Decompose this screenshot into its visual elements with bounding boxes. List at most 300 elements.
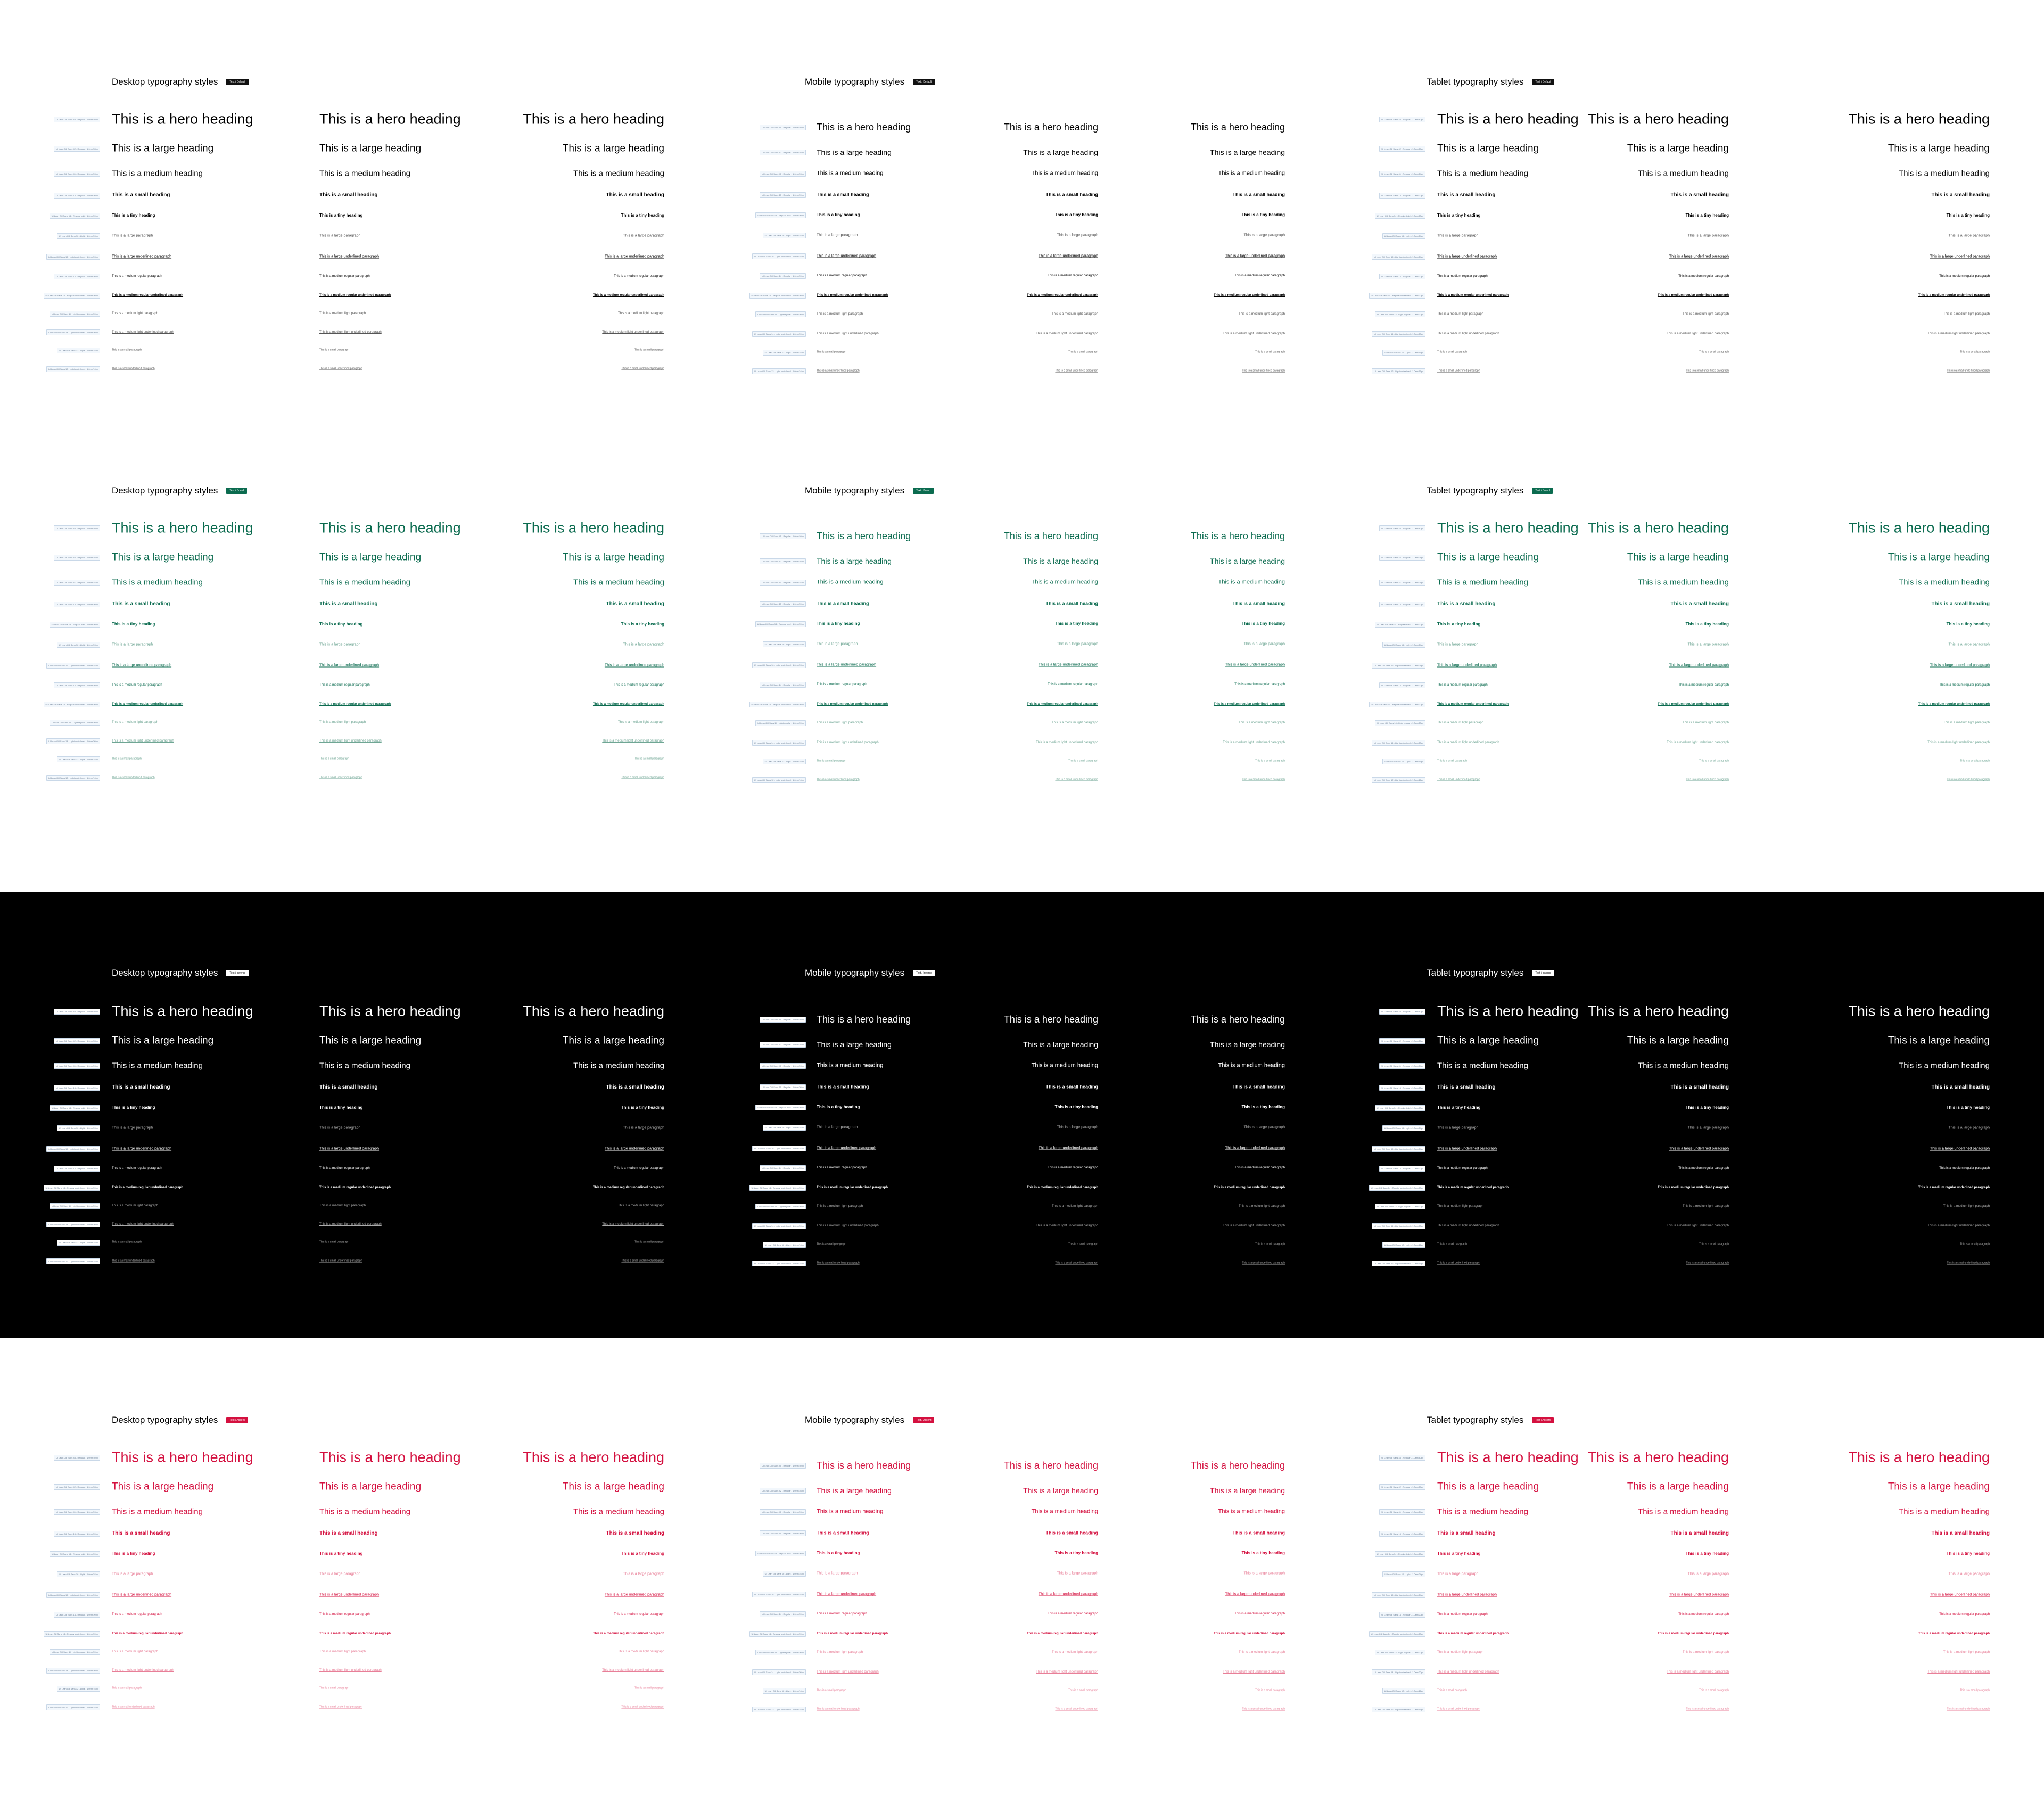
- style-token-tag: UI Lean Gill Sans 45 - Regular - 1.0em/40px: [1379, 117, 1425, 122]
- sample-text-left: This is a large heading: [112, 1035, 214, 1047]
- sample-text-right-2: This is a large heading: [1888, 551, 1990, 563]
- sample-text-right-1: This is a small paragraph: [1699, 350, 1729, 354]
- sample-text-right-1: This is a large paragraph: [319, 234, 361, 238]
- sample-text-left: This is a medium light paragraph: [112, 312, 159, 315]
- sample-text-left: This is a hero heading: [1437, 520, 1579, 536]
- sample-text-left: This is a large heading: [817, 557, 892, 565]
- sample-text-right-2: This is a medium regular paragraph: [614, 1167, 664, 1170]
- style-token-tag: UI Lean Gill Sans 16 - Light - 1.0em/24px: [57, 1571, 100, 1577]
- group-title: Tablet typography styles: [1427, 485, 1524, 496]
- sample-text-right-1: This is a medium regular paragraph: [1048, 274, 1098, 277]
- sample-text-right-2: This is a small underlined paragraph: [621, 1259, 664, 1263]
- sample-text-right-1: This is a large underlined paragraph: [1669, 663, 1729, 668]
- sample-text-left: This is a medium light paragraph: [112, 721, 159, 724]
- sample-text-right-2: This is a large paragraph: [623, 1572, 664, 1576]
- style-token-tag: UI Lean Gill Sans 15 - Regular - 1.0em/20px: [1379, 193, 1425, 199]
- style-token-tag: UI Lean Gill Sans 16 - Light - 1.0em/24px: [1382, 642, 1425, 648]
- style-token-tag: UI Lean Gill Sans 14 - Light underlined - 1.0em/20px: [46, 738, 100, 744]
- sample-text-left: This is a medium regular underlined paragraph: [817, 294, 888, 297]
- sample-text-right-1: This is a medium light underlined paragraph: [319, 1669, 382, 1672]
- sample-text-right-1: This is a medium heading: [1031, 1508, 1098, 1515]
- sample-text-left: This is a medium heading: [1437, 169, 1528, 178]
- sample-text-right-2: This is a medium light underlined paragraph: [602, 739, 664, 743]
- sample-text-right-1: This is a tiny heading: [1054, 1551, 1098, 1555]
- sample-text-right-1: This is a medium heading: [1031, 1062, 1098, 1069]
- sample-text-right-1: This is a large paragraph: [1057, 642, 1098, 646]
- sample-text-left: This is a large underlined paragraph: [817, 663, 877, 667]
- sample-text-left: This is a small heading: [112, 1084, 170, 1090]
- style-group-tablet-typography-styles: [0, 409, 2044, 892]
- sample-text-left: This is a hero heading: [112, 1003, 253, 1019]
- color-badge: Text / Inverse: [1532, 970, 1554, 976]
- sample-text-left: This is a large heading: [1437, 551, 1539, 563]
- sample-text-right-2: This is a medium regular paragraph: [1939, 275, 1990, 278]
- style-token-tag: UI Lean Gill Sans 12 - Light underlined - 1.0em/16px: [1372, 1707, 1425, 1712]
- style-token-tag: UI Lean Gill Sans 16 - Light - 1.0em/24px: [763, 1571, 806, 1577]
- sample-text-right-1: This is a hero heading: [319, 1003, 461, 1019]
- sample-text-left: This is a medium regular underlined paragraph: [817, 1186, 888, 1189]
- style-token-tag: UI Lean Gill Sans 16 - Light - 1.0em/24px: [763, 233, 806, 238]
- style-token-tag: UI Lean Gill Sans 14 - Regular underlined - 1.0em/20px: [749, 1185, 806, 1191]
- sample-text-left: This is a large paragraph: [817, 1571, 858, 1576]
- sample-text-right-1: This is a small paragraph: [319, 1240, 349, 1244]
- sample-text-right-2: This is a medium heading: [1218, 579, 1285, 586]
- sample-text-right-1: This is a small underlined paragraph: [1055, 1261, 1098, 1265]
- sample-text-left: This is a large underlined paragraph: [112, 1593, 172, 1597]
- group-title: Desktop typography styles: [112, 1415, 218, 1425]
- style-token-tag: UI Lean Gill Sans 14 - Light regular - 1.0em/20px: [1375, 720, 1425, 726]
- style-token-tag: UI Lean Gill Sans 14 - Regular bold - 1.0em/20px: [1375, 1551, 1425, 1557]
- sample-text-left: This is a large heading: [1437, 1035, 1539, 1047]
- sample-text-left: This is a large underlined paragraph: [817, 1592, 877, 1596]
- group-title: Mobile typography styles: [805, 77, 905, 87]
- sample-text-right-2: This is a medium regular underlined paragraph: [592, 703, 664, 706]
- style-token-tag: UI Lean Gill Sans 41 - Regular - 1.0em/24px: [54, 1063, 100, 1069]
- sample-text-right-1: This is a medium regular underlined paragraph: [1657, 703, 1729, 706]
- sample-text-right-1: This is a medium light paragraph: [319, 1650, 366, 1653]
- sample-text-left: This is a large heading: [112, 551, 214, 563]
- sample-text-right-2: This is a hero heading: [1190, 1460, 1285, 1471]
- style-token-tag: UI Lean Gill Sans 14 - Regular underlined - 1.0em/20px: [44, 1185, 101, 1191]
- theme-band-green-on-white: [0, 409, 2044, 892]
- sample-text-left: This is a medium heading: [817, 1508, 884, 1515]
- sample-text-right-1: This is a small underlined paragraph: [1686, 369, 1729, 373]
- sample-text-right-2: This is a hero heading: [1190, 122, 1285, 133]
- color-badge: Text / Default: [913, 79, 935, 85]
- sample-text-left: This is a small paragraph: [112, 757, 142, 761]
- sample-text-right-2: This is a small paragraph: [1255, 759, 1285, 763]
- sample-text-right-1: This is a medium heading: [319, 578, 410, 587]
- sample-text-right-1: This is a medium regular underlined paragraph: [1026, 294, 1098, 297]
- sample-text-right-1: This is a medium light paragraph: [1682, 1205, 1729, 1208]
- sample-text-right-1: This is a medium light underlined paragraph: [319, 331, 382, 334]
- sample-text-right-1: This is a large heading: [319, 551, 422, 563]
- style-token-tag: UI Lean Gill Sans 45 - Regular - 1.0em/40px: [1379, 525, 1425, 531]
- style-token-tag: UI Lean Gill Sans 42 - Regular - 1.0em/28px: [1379, 555, 1425, 561]
- sample-text-left: This is a large heading: [112, 143, 214, 154]
- style-token-tag: UI Lean Gill Sans 14 - Light underlined - 1.0em/20px: [1372, 331, 1425, 337]
- sample-text-right-1: This is a medium regular paragraph: [1048, 1612, 1098, 1616]
- style-token-tag: UI Lean Gill Sans 16 - Light - 1.0em/24px: [57, 642, 100, 648]
- style-token-tag: UI Lean Gill Sans 12 - Light underlined - 1.0em/16px: [46, 775, 100, 781]
- sample-text-right-1: This is a tiny heading: [1685, 1551, 1729, 1556]
- style-token-tag: UI Lean Gill Sans 16 - Light - 1.0em/24px: [1382, 233, 1425, 239]
- style-token-tag: UI Lean Gill Sans 14 - Light underlined - 1.0em/20px: [46, 329, 100, 335]
- style-token-tag: UI Lean Gill Sans 12 - Light underlined - 1.0em/16px: [752, 368, 806, 374]
- sample-text-right-2: This is a small heading: [606, 1530, 664, 1536]
- sample-text-right-2: This is a medium regular paragraph: [614, 1613, 664, 1616]
- sample-text-right-1: This is a medium light underlined paragraph: [1667, 1224, 1729, 1227]
- sample-text-right-1: This is a medium light paragraph: [319, 1204, 366, 1207]
- sample-text-right-1: This is a medium regular underlined paragraph: [1657, 1632, 1729, 1635]
- sample-text-right-1: This is a medium light paragraph: [1051, 312, 1098, 316]
- sample-text-right-2: This is a medium heading: [573, 1061, 664, 1070]
- sample-text-right-1: This is a medium light paragraph: [1682, 721, 1729, 724]
- sample-text-right-1: This is a small heading: [1670, 192, 1729, 198]
- sample-text-right-1: This is a medium heading: [1638, 169, 1729, 178]
- sample-text-right-2: This is a medium regular underlined paragraph: [1918, 294, 1990, 297]
- sample-text-right-2: This is a hero heading: [1848, 111, 1990, 127]
- sample-text-right-2: This is a large paragraph: [1243, 1571, 1285, 1576]
- style-token-tag: UI Lean Gill Sans 12 - Light underlined - 1.0em/16px: [46, 1704, 100, 1710]
- sample-text-right-1: This is a hero heading: [1003, 122, 1098, 133]
- sample-text-right-2: This is a large underlined paragraph: [1930, 1147, 1990, 1151]
- sample-text-right-2: This is a small heading: [606, 1084, 664, 1090]
- group-title: Mobile typography styles: [805, 968, 905, 978]
- sample-text-right-1: This is a small heading: [1045, 192, 1098, 197]
- sample-text-right-1: This is a hero heading: [1587, 1003, 1729, 1019]
- sample-text-right-1: This is a large heading: [319, 143, 422, 154]
- sample-text-right-2: This is a small paragraph: [1255, 1688, 1285, 1692]
- sample-text-left: This is a small paragraph: [1437, 1688, 1467, 1692]
- sample-text-left: This is a small underlined paragraph: [1437, 1707, 1480, 1711]
- sample-text-right-1: This is a small paragraph: [1699, 1242, 1729, 1246]
- sample-text-right-2: This is a medium regular paragraph: [614, 683, 664, 687]
- style-token-tag: UI Lean Gill Sans 15 - Regular - 1.0em/20px: [760, 192, 806, 198]
- sample-text-left: This is a tiny heading: [112, 213, 155, 218]
- sample-text-right-2: This is a medium heading: [1899, 169, 1990, 178]
- sample-text-right-2: This is a medium heading: [1899, 578, 1990, 587]
- sample-text-right-2: This is a large heading: [1888, 1035, 1990, 1047]
- sample-text-left: This is a medium light paragraph: [817, 1205, 863, 1208]
- style-token-tag: UI Lean Gill Sans 14 - Light regular - 1.0em/20px: [755, 720, 806, 726]
- sample-text-right-2: This is a medium heading: [573, 1507, 664, 1517]
- sample-text-left: This is a tiny heading: [817, 212, 860, 217]
- sample-text-right-2: This is a tiny heading: [621, 1551, 664, 1556]
- style-token-tag: UI Lean Gill Sans 15 - Regular - 1.0em/20px: [54, 602, 100, 607]
- sample-text-left: This is a hero heading: [817, 122, 911, 133]
- style-token-tag: UI Lean Gill Sans 45 - Regular - 1.0em/40px: [760, 533, 806, 539]
- sample-text-right-2: This is a medium regular underlined paragraph: [1213, 703, 1285, 706]
- sample-text-left: This is a small underlined paragraph: [817, 1261, 860, 1265]
- sample-text-right-2: This is a medium light underlined paragraph: [602, 1223, 664, 1226]
- sample-text-right-1: This is a medium light underlined paragraph: [1036, 741, 1098, 744]
- sample-text-left: This is a medium heading: [817, 170, 884, 177]
- style-token-tag: UI Lean Gill Sans 14 - Regular underlined - 1.0em/20px: [1369, 1185, 1426, 1191]
- sample-text-left: This is a large paragraph: [112, 1126, 153, 1130]
- group-header: [1427, 485, 1553, 496]
- sample-text-left: This is a small paragraph: [112, 1686, 142, 1690]
- style-token-tag: UI Lean Gill Sans 42 - Regular - 1.0em/28px: [54, 555, 100, 561]
- sample-text-left: This is a medium regular paragraph: [112, 683, 162, 687]
- sample-text-left: This is a small heading: [817, 1530, 869, 1536]
- sample-text-left: This is a small heading: [1437, 1530, 1496, 1536]
- style-token-tag: UI Lean Gill Sans 15 - Regular - 1.0em/20px: [54, 1085, 100, 1091]
- style-token-tag: UI Lean Gill Sans 14 - Light underlined - 1.0em/20px: [46, 1668, 100, 1674]
- sample-text-left: This is a medium light underlined paragraph: [817, 1224, 879, 1227]
- sample-text-left: This is a medium heading: [1437, 1061, 1528, 1070]
- sample-text-left: This is a large underlined paragraph: [817, 1146, 877, 1150]
- sample-text-right-2: This is a medium light paragraph: [617, 721, 664, 724]
- style-token-tag: UI Lean Gill Sans 12 - Light underlined - 1.0em/16px: [46, 366, 100, 372]
- style-token-tag: UI Lean Gill Sans 41 - Regular - 1.0em/24px: [760, 1509, 806, 1515]
- sample-text-left: This is a small underlined paragraph: [112, 776, 155, 779]
- sample-text-left: This is a medium light paragraph: [112, 1204, 159, 1207]
- sample-text-right-2: This is a large underlined paragraph: [1225, 254, 1285, 258]
- sample-text-right-1: This is a large underlined paragraph: [1038, 1592, 1098, 1596]
- sample-text-left: This is a small paragraph: [112, 1240, 142, 1244]
- sample-text-left: This is a large paragraph: [1437, 1126, 1479, 1130]
- sample-text-right-2: This is a small heading: [1232, 192, 1285, 197]
- sample-text-right-1: This is a medium light underlined paragraph: [1036, 332, 1098, 335]
- sample-text-right-1: This is a tiny heading: [319, 213, 363, 218]
- sample-text-right-2: This is a hero heading: [523, 1003, 664, 1019]
- sample-text-right-2: This is a tiny heading: [1946, 1105, 1990, 1110]
- sample-text-left: This is a medium light paragraph: [1437, 312, 1484, 316]
- group-title: Mobile typography styles: [805, 485, 905, 496]
- style-token-tag: UI Lean Gill Sans 41 - Regular - 1.0em/24px: [760, 1063, 806, 1069]
- sample-text-right-2: This is a medium regular paragraph: [1234, 1612, 1285, 1616]
- sample-text-left: This is a small paragraph: [817, 1242, 846, 1246]
- sample-text-right-2: This is a tiny heading: [621, 622, 664, 627]
- sample-text-right-1: This is a large heading: [319, 1035, 422, 1047]
- sample-text-left: This is a small underlined paragraph: [817, 369, 860, 373]
- sample-text-left: This is a large heading: [817, 1486, 892, 1495]
- sample-text-left: This is a medium heading: [817, 1062, 884, 1069]
- sample-text-right-2: This is a medium heading: [1899, 1061, 1990, 1070]
- sample-text-left: This is a medium regular underlined paragraph: [112, 703, 184, 706]
- style-token-tag: UI Lean Gill Sans 16 - Light underlined - 1.0em/24px: [46, 1592, 100, 1598]
- sample-text-right-2: This is a large heading: [1210, 148, 1285, 156]
- style-token-tag: UI Lean Gill Sans 14 - Regular bold - 1.0em/20px: [755, 212, 806, 218]
- style-token-tag: UI Lean Gill Sans 14 - Light regular - 1.0em/20px: [50, 1203, 100, 1209]
- style-token-tag: UI Lean Gill Sans 14 - Regular - 1.0em/20px: [760, 1611, 806, 1617]
- style-token-tag: UI Lean Gill Sans 16 - Light - 1.0em/24px: [57, 1125, 100, 1131]
- sample-text-right-2: This is a small paragraph: [1960, 1242, 1990, 1246]
- sample-text-right-2: This is a medium regular underlined paragraph: [1918, 1632, 1990, 1635]
- sample-text-right-2: This is a hero heading: [523, 520, 664, 536]
- sample-text-left: This is a medium regular underlined paragraph: [1437, 703, 1509, 706]
- sample-text-right-1: This is a large heading: [1023, 557, 1098, 565]
- style-token-tag: UI Lean Gill Sans 12 - Light - 1.0em/16px: [763, 1688, 806, 1694]
- sample-text-left: This is a small paragraph: [1437, 350, 1467, 354]
- sample-text-right-2: This is a medium regular underlined paragraph: [592, 1632, 664, 1635]
- theme-band-white-on-black: [0, 892, 2044, 1338]
- style-token-tag: UI Lean Gill Sans 42 - Regular - 1.0em/28px: [54, 1484, 100, 1490]
- sample-text-left: This is a large heading: [1437, 143, 1539, 154]
- style-group-tablet-typography-styles: [0, 1338, 2044, 1796]
- style-token-tag: UI Lean Gill Sans 14 - Regular bold - 1.0em/20px: [50, 213, 100, 219]
- sample-text-right-2: This is a small heading: [1931, 1084, 1990, 1090]
- sample-text-right-1: This is a medium light underlined paragraph: [1036, 1670, 1098, 1674]
- style-token-tag: UI Lean Gill Sans 41 - Regular - 1.0em/24px: [1379, 1063, 1425, 1069]
- sample-text-right-1: This is a medium heading: [1031, 170, 1098, 177]
- style-token-tag: UI Lean Gill Sans 45 - Regular - 1.0em/40px: [54, 525, 100, 531]
- sample-text-right-2: This is a tiny heading: [1241, 1105, 1285, 1109]
- style-token-tag: UI Lean Gill Sans 16 - Light - 1.0em/24px: [1382, 1571, 1425, 1577]
- sample-text-right-1: This is a medium light underlined paragraph: [1667, 741, 1729, 744]
- sample-text-left: This is a tiny heading: [112, 622, 155, 627]
- sample-text-right-2: This is a large underlined paragraph: [1225, 663, 1285, 667]
- sample-text-right-1: This is a small heading: [1670, 601, 1729, 607]
- group-header: [1427, 1415, 1554, 1426]
- sample-text-right-2: This is a small underlined paragraph: [621, 776, 664, 779]
- sample-text-left: This is a large paragraph: [112, 1572, 153, 1576]
- sample-text-left: This is a medium heading: [112, 578, 203, 587]
- sample-text-left: This is a large paragraph: [817, 233, 858, 237]
- sample-text-left: This is a hero heading: [817, 1014, 911, 1025]
- style-token-tag: UI Lean Gill Sans 15 - Regular - 1.0em/20px: [54, 193, 100, 199]
- style-group-tablet-typography-styles: [0, 892, 2044, 1338]
- group-title: Desktop typography styles: [112, 968, 218, 978]
- sample-text-left: This is a medium regular paragraph: [817, 1166, 867, 1169]
- sample-text-right-2: This is a small underlined paragraph: [1242, 1707, 1285, 1711]
- style-token-tag: UI Lean Gill Sans 16 - Light underlined - 1.0em/24px: [1372, 1592, 1425, 1598]
- sample-text-right-1: This is a large paragraph: [1057, 233, 1098, 237]
- sample-text-right-2: This is a large paragraph: [1243, 1125, 1285, 1130]
- style-token-tag: UI Lean Gill Sans 14 - Light regular - 1.0em/20px: [1375, 311, 1425, 317]
- style-token-tag: UI Lean Gill Sans 16 - Light - 1.0em/24px: [1382, 1125, 1425, 1131]
- style-token-tag: UI Lean Gill Sans 15 - Regular - 1.0em/20px: [760, 1084, 806, 1090]
- sample-text-left: This is a medium light underlined paragraph: [1437, 741, 1499, 744]
- sample-text-right-2: This is a small heading: [606, 601, 664, 607]
- sample-text-left: This is a medium light paragraph: [817, 721, 863, 724]
- sample-text-right-2: This is a large heading: [1888, 1481, 1990, 1493]
- sample-text-left: This is a small underlined paragraph: [1437, 1261, 1480, 1265]
- sample-text-left: This is a medium regular paragraph: [1437, 683, 1488, 687]
- sample-text-left: This is a large heading: [817, 148, 892, 156]
- sample-text-left: This is a medium regular underlined paragraph: [817, 703, 888, 706]
- sample-text-right-2: This is a large heading: [562, 551, 664, 563]
- sample-text-right-1: This is a medium regular underlined paragraph: [319, 1632, 391, 1635]
- sample-text-right-1: This is a medium regular paragraph: [1678, 1613, 1729, 1616]
- sample-text-left: This is a medium heading: [112, 1507, 203, 1517]
- style-token-tag: UI Lean Gill Sans 15 - Regular - 1.0em/20px: [1379, 1531, 1425, 1537]
- sample-text-left: This is a medium regular paragraph: [112, 1613, 162, 1616]
- sample-text-right-1: This is a tiny heading: [319, 622, 363, 627]
- style-token-tag: UI Lean Gill Sans 45 - Regular - 1.0em/40px: [54, 1009, 100, 1015]
- style-token-tag: UI Lean Gill Sans 42 - Regular - 1.0em/28px: [760, 1042, 806, 1048]
- style-token-tag: UI Lean Gill Sans 41 - Regular - 1.0em/24px: [54, 171, 100, 177]
- sample-text-right-1: This is a hero heading: [1003, 1014, 1098, 1025]
- style-token-tag: UI Lean Gill Sans 14 - Light underlined - 1.0em/20px: [1372, 1223, 1425, 1229]
- style-token-tag: UI Lean Gill Sans 16 - Light underlined - 1.0em/24px: [752, 253, 806, 259]
- sample-text-left: This is a large paragraph: [112, 234, 153, 238]
- sample-text-right-2: This is a medium light paragraph: [1943, 1205, 1990, 1208]
- sample-text-right-1: This is a small paragraph: [319, 1686, 349, 1690]
- sample-text-right-1: This is a small underlined paragraph: [319, 776, 362, 779]
- style-token-tag: UI Lean Gill Sans 14 - Regular - 1.0em/20px: [54, 274, 100, 279]
- sample-text-left: This is a large paragraph: [817, 1125, 858, 1130]
- style-token-tag: UI Lean Gill Sans 14 - Light underlined - 1.0em/20px: [752, 740, 806, 746]
- sample-text-left: This is a medium light paragraph: [112, 1650, 159, 1653]
- sample-text-left: This is a small paragraph: [817, 1688, 846, 1692]
- sample-text-right-2: This is a hero heading: [523, 1449, 664, 1465]
- sample-text-left: This is a large paragraph: [1437, 234, 1479, 238]
- sample-text-right-1: This is a large underlined paragraph: [319, 1147, 380, 1151]
- sample-text-right-1: This is a small underlined paragraph: [1686, 1707, 1729, 1711]
- sample-text-left: This is a large underlined paragraph: [112, 663, 172, 668]
- style-token-tag: UI Lean Gill Sans 16 - Light underlined - 1.0em/24px: [752, 1146, 806, 1151]
- style-token-tag: UI Lean Gill Sans 15 - Regular - 1.0em/20px: [54, 1531, 100, 1537]
- style-token-tag: UI Lean Gill Sans 14 - Regular bold - 1.0em/20px: [1375, 213, 1425, 219]
- style-token-tag: UI Lean Gill Sans 15 - Regular - 1.0em/20px: [760, 1530, 806, 1536]
- style-token-tag: UI Lean Gill Sans 15 - Regular - 1.0em/20px: [1379, 602, 1425, 607]
- sample-text-right-1: This is a medium regular paragraph: [1678, 275, 1729, 278]
- sample-text-right-2: This is a hero heading: [1848, 520, 1990, 536]
- sample-text-right-2: This is a large heading: [1210, 1040, 1285, 1049]
- sample-text-right-2: This is a medium regular underlined paragraph: [1918, 1186, 1990, 1189]
- sample-text-left: This is a tiny heading: [1437, 622, 1481, 627]
- sample-text-right-2: This is a small underlined paragraph: [1947, 778, 1990, 781]
- sample-text-right-2: This is a tiny heading: [621, 1105, 664, 1110]
- style-token-tag: UI Lean Gill Sans 14 - Regular bold - 1.0em/20px: [755, 1105, 806, 1110]
- sample-text-right-2: This is a medium light underlined paragraph: [1223, 1224, 1285, 1227]
- style-token-tag: UI Lean Gill Sans 14 - Regular - 1.0em/20px: [54, 682, 100, 688]
- sample-text-right-2: This is a medium light paragraph: [1238, 312, 1285, 316]
- sample-text-left: This is a medium light paragraph: [1437, 721, 1484, 724]
- sample-text-right-1: This is a hero heading: [319, 520, 461, 536]
- sample-text-right-2: This is a medium regular underlined paragraph: [1213, 1632, 1285, 1635]
- sample-text-left: This is a medium regular paragraph: [817, 683, 867, 686]
- sample-text-left: This is a large underlined paragraph: [1437, 1147, 1497, 1151]
- sample-text-right-2: This is a small underlined paragraph: [621, 367, 664, 370]
- style-token-tag: UI Lean Gill Sans 12 - Light underlined - 1.0em/16px: [46, 1258, 100, 1264]
- sample-text-left: This is a hero heading: [1437, 1003, 1579, 1019]
- sample-text-right-1: This is a small heading: [319, 1530, 378, 1536]
- sample-text-right-2: This is a medium light paragraph: [617, 312, 664, 315]
- sample-text-left: This is a hero heading: [817, 531, 911, 541]
- sample-text-left: This is a small paragraph: [817, 759, 846, 763]
- sample-text-right-2: This is a tiny heading: [1241, 212, 1285, 217]
- sample-text-right-1: This is a medium light underlined paragraph: [1667, 1670, 1729, 1674]
- sample-text-left: This is a medium regular paragraph: [1437, 275, 1488, 278]
- sample-text-left: This is a small heading: [112, 192, 170, 198]
- sample-text-right-1: This is a large underlined paragraph: [1669, 1593, 1729, 1597]
- group-title: Tablet typography styles: [1427, 77, 1524, 87]
- sample-text-left: This is a large paragraph: [112, 642, 153, 647]
- sample-text-right-2: This is a medium light underlined paragraph: [1927, 741, 1990, 744]
- style-token-tag: UI Lean Gill Sans 42 - Regular - 1.0em/28px: [54, 146, 100, 152]
- sample-text-right-1: This is a large heading: [1023, 148, 1098, 156]
- sample-text-right-1: This is a hero heading: [1003, 531, 1098, 541]
- sample-text-right-2: This is a medium light underlined paragraph: [1223, 741, 1285, 744]
- color-badge: Text / Default: [1532, 79, 1554, 85]
- style-token-tag: UI Lean Gill Sans 12 - Light - 1.0em/16px: [1382, 759, 1425, 764]
- sample-text-left: This is a small underlined paragraph: [112, 1259, 155, 1263]
- sample-text-right-2: This is a large paragraph: [1948, 642, 1990, 647]
- style-token-tag: UI Lean Gill Sans 14 - Light underlined - 1.0em/20px: [752, 331, 806, 337]
- sample-text-right-1: This is a large underlined paragraph: [1669, 1147, 1729, 1151]
- sample-text-left: This is a large paragraph: [1437, 1572, 1479, 1576]
- sample-text-right-2: This is a small paragraph: [1255, 350, 1285, 354]
- sample-text-right-1: This is a medium regular underlined paragraph: [1026, 703, 1098, 706]
- sample-text-right-1: This is a large paragraph: [1057, 1571, 1098, 1576]
- sample-text-right-1: This is a medium light paragraph: [1051, 721, 1098, 724]
- sample-text-right-1: This is a tiny heading: [319, 1551, 363, 1556]
- sample-text-right-1: This is a medium heading: [1638, 578, 1729, 587]
- style-token-tag: UI Lean Gill Sans 14 - Light underlined - 1.0em/20px: [1372, 1669, 1425, 1675]
